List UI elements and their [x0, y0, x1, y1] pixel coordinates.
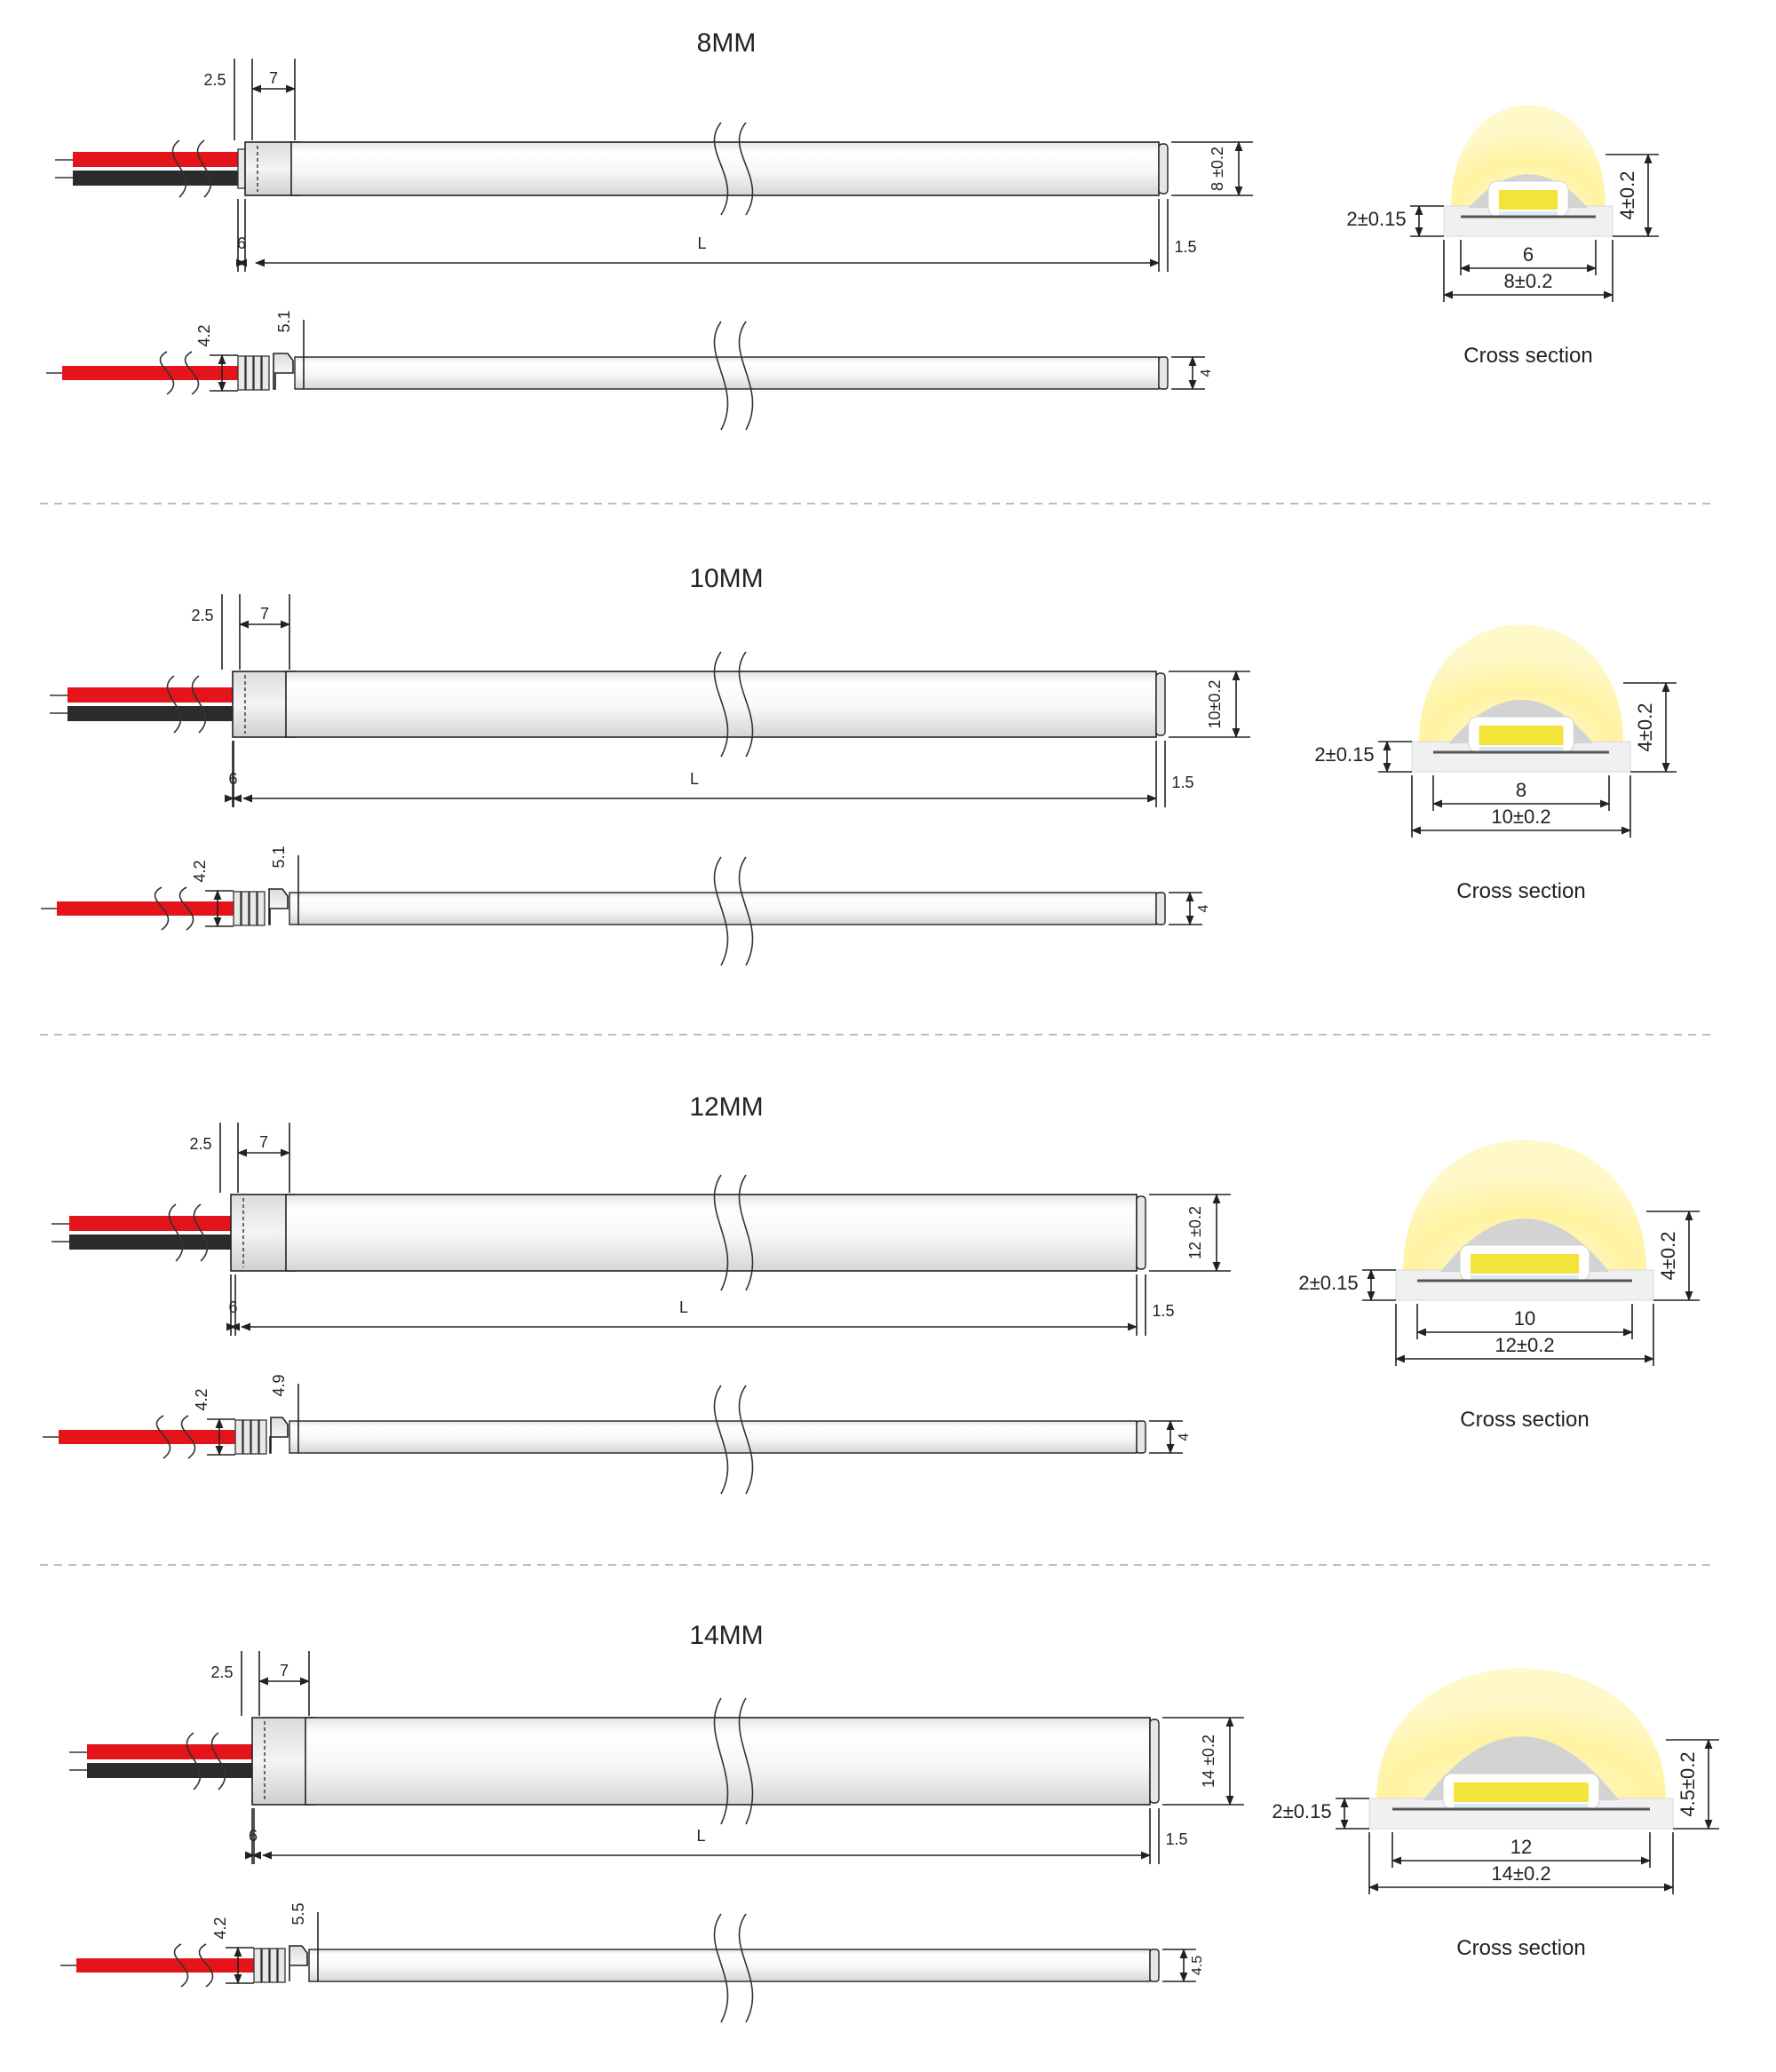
side-tube-end	[1137, 1421, 1146, 1453]
side-ferrule-rib	[259, 1420, 266, 1454]
dim-outer-label: 12±0.2	[1495, 1334, 1555, 1356]
dim-4-label: 4.5	[1190, 1955, 1205, 1976]
dim-2-015-label: 2±0.15	[1346, 208, 1407, 230]
cross-section-label: Cross section	[1456, 1936, 1586, 1960]
break-mark	[714, 1175, 752, 1290]
break-mark	[186, 1733, 225, 1790]
side-ferrule-rib	[238, 356, 245, 390]
side-ferrule-rib	[246, 356, 253, 390]
led-chip	[1479, 726, 1564, 745]
section-title: 10MM	[689, 564, 764, 593]
dim-7-label: 7	[259, 605, 270, 623]
side-ferrule-rib	[234, 892, 241, 925]
cross-section	[1314, 624, 1677, 903]
dim-5-1-label: 5.1	[275, 310, 293, 333]
section-10mm	[41, 564, 1677, 965]
red-wire	[87, 1744, 254, 1759]
cross-section	[1298, 1140, 1700, 1433]
led-chip	[1471, 1254, 1579, 1274]
tube-end	[1156, 673, 1165, 735]
break-mark	[714, 322, 752, 430]
side-ferrule-rib	[278, 1949, 285, 1982]
side-ferrule-rib	[242, 892, 249, 925]
dim-inner-label: 12	[1510, 1836, 1533, 1858]
side-connector	[289, 1946, 307, 1981]
dim-1-5-label: 1.5	[1165, 1830, 1188, 1848]
dim-height-label: 4±0.2	[1616, 171, 1638, 220]
section-title: 8MM	[696, 28, 757, 58]
cross-section-label: Cross section	[1460, 1408, 1590, 1432]
ferrule-rib	[238, 149, 245, 188]
dim-4-label: 4	[1196, 904, 1211, 913]
dim-outer-label: 10±0.2	[1491, 806, 1551, 828]
cross-section-label: Cross section	[1463, 344, 1593, 368]
black-wire	[67, 706, 234, 721]
side-connector	[270, 1417, 288, 1453]
dim-7-label: 7	[268, 69, 279, 87]
side-connector	[269, 889, 288, 925]
dim-height-label: 4±0.2	[1657, 1231, 1679, 1281]
side-red-wire	[59, 1430, 235, 1444]
side-ferrule-rib	[262, 356, 269, 390]
dim-L-label: L	[689, 770, 700, 788]
side-tube	[289, 1421, 1137, 1453]
led-chip	[1499, 190, 1558, 210]
black-wire	[73, 171, 238, 186]
dim-4-2-label: 4.2	[193, 1388, 210, 1411]
dim-5-1-label: 5.1	[270, 845, 288, 869]
dim-6-label: 6	[228, 1298, 238, 1316]
break-mark	[714, 652, 752, 757]
side-ferrule-rib	[254, 1949, 261, 1982]
side-red-wire	[57, 901, 234, 916]
dim-6-label: 6	[236, 234, 247, 252]
break-mark	[167, 676, 205, 733]
cross-section	[1346, 106, 1659, 369]
dim-2-015-label: 2±0.15	[1314, 743, 1375, 766]
red-wire	[73, 152, 238, 167]
dim-height-label: 4±0.2	[1634, 703, 1656, 752]
dim-L-label: L	[697, 234, 707, 252]
dim-width-label: 8 ±0.2	[1209, 147, 1226, 191]
dim-inner-label: 6	[1522, 243, 1534, 266]
side-ferrule-rib	[251, 1420, 258, 1454]
break-mark	[714, 1914, 752, 2022]
side-ferrule-rib	[262, 1949, 269, 1982]
section-14mm	[60, 1621, 1719, 2022]
dim-7-label: 7	[279, 1662, 289, 1679]
dim-2-5-label: 2.5	[210, 1663, 234, 1681]
red-wire	[67, 687, 234, 703]
dim-4-label: 4	[1177, 1433, 1192, 1441]
dim-7-label: 7	[258, 1133, 269, 1151]
dim-6-label: 6	[248, 1827, 258, 1845]
side-ferrule-rib	[270, 1949, 277, 1982]
tube-end	[1150, 1719, 1159, 1803]
section-title: 14MM	[689, 1621, 764, 1650]
section-8mm	[46, 28, 1659, 430]
dim-L-label: L	[696, 1827, 706, 1845]
dim-inner-label: 8	[1515, 779, 1527, 801]
dim-4-2-label: 4.2	[195, 324, 213, 347]
dim-4-2-label: 4.2	[191, 860, 209, 883]
dim-2-5-label: 2.5	[203, 71, 226, 89]
break-mark	[172, 140, 210, 197]
led-chip	[1454, 1782, 1589, 1802]
side-ferrule-rib	[250, 892, 257, 925]
dim-outer-label: 14±0.2	[1491, 1862, 1551, 1885]
break-mark	[156, 1416, 194, 1458]
dim-width-label: 12 ±0.2	[1186, 1206, 1204, 1259]
dim-5-1-label: 5.5	[289, 1902, 307, 1925]
dim-1-5-label: 1.5	[1174, 238, 1197, 256]
side-red-wire	[76, 1958, 254, 1973]
side-connector	[274, 353, 293, 389]
dim-width-label: 14 ±0.2	[1200, 1735, 1217, 1788]
black-wire	[87, 1763, 254, 1778]
tube-end	[1159, 144, 1168, 194]
dim-2-015-label: 2±0.15	[1272, 1800, 1332, 1822]
break-mark	[714, 857, 752, 965]
dim-width-label: 10±0.2	[1206, 679, 1224, 729]
tube-end	[1137, 1196, 1146, 1269]
dim-L-label: L	[678, 1298, 689, 1316]
section-12mm	[43, 1092, 1700, 1494]
side-ferrule-rib	[235, 1420, 242, 1454]
side-tube-end	[1150, 1949, 1159, 1981]
dim-height-label: 4.5±0.2	[1677, 1751, 1699, 1817]
dim-6-label: 6	[228, 770, 238, 788]
dim-5-1-label: 4.9	[270, 1374, 288, 1397]
dim-4-2-label: 4.2	[211, 1917, 229, 1940]
break-mark	[169, 1204, 207, 1261]
side-ferrule-rib	[243, 1420, 250, 1454]
dim-2-015-label: 2±0.15	[1298, 1272, 1359, 1294]
break-mark	[714, 123, 752, 215]
dim-inner-label: 10	[1513, 1307, 1536, 1330]
side-tube-end	[1156, 893, 1165, 925]
section-title: 12MM	[689, 1092, 764, 1122]
side-red-wire	[62, 366, 238, 380]
black-wire	[69, 1234, 235, 1250]
side-ferrule-rib	[258, 892, 265, 925]
side-ferrule-rib	[254, 356, 261, 390]
break-mark	[714, 1385, 752, 1494]
cross-section-label: Cross section	[1456, 879, 1586, 903]
side-tube-end	[1159, 357, 1168, 389]
tube-body	[286, 1195, 1137, 1271]
dim-outer-label: 8±0.2	[1503, 270, 1553, 292]
dim-2-5-label: 2.5	[189, 1135, 212, 1153]
break-mark	[174, 1944, 212, 1987]
dim-4-label: 4	[1199, 369, 1214, 377]
dim-1-5-label: 1.5	[1171, 774, 1194, 791]
break-mark	[155, 887, 193, 930]
dim-1-5-label: 1.5	[1152, 1302, 1175, 1320]
dim-2-5-label: 2.5	[191, 607, 214, 624]
cross-section	[1272, 1669, 1719, 1961]
red-wire	[69, 1216, 235, 1231]
break-mark	[160, 352, 198, 394]
